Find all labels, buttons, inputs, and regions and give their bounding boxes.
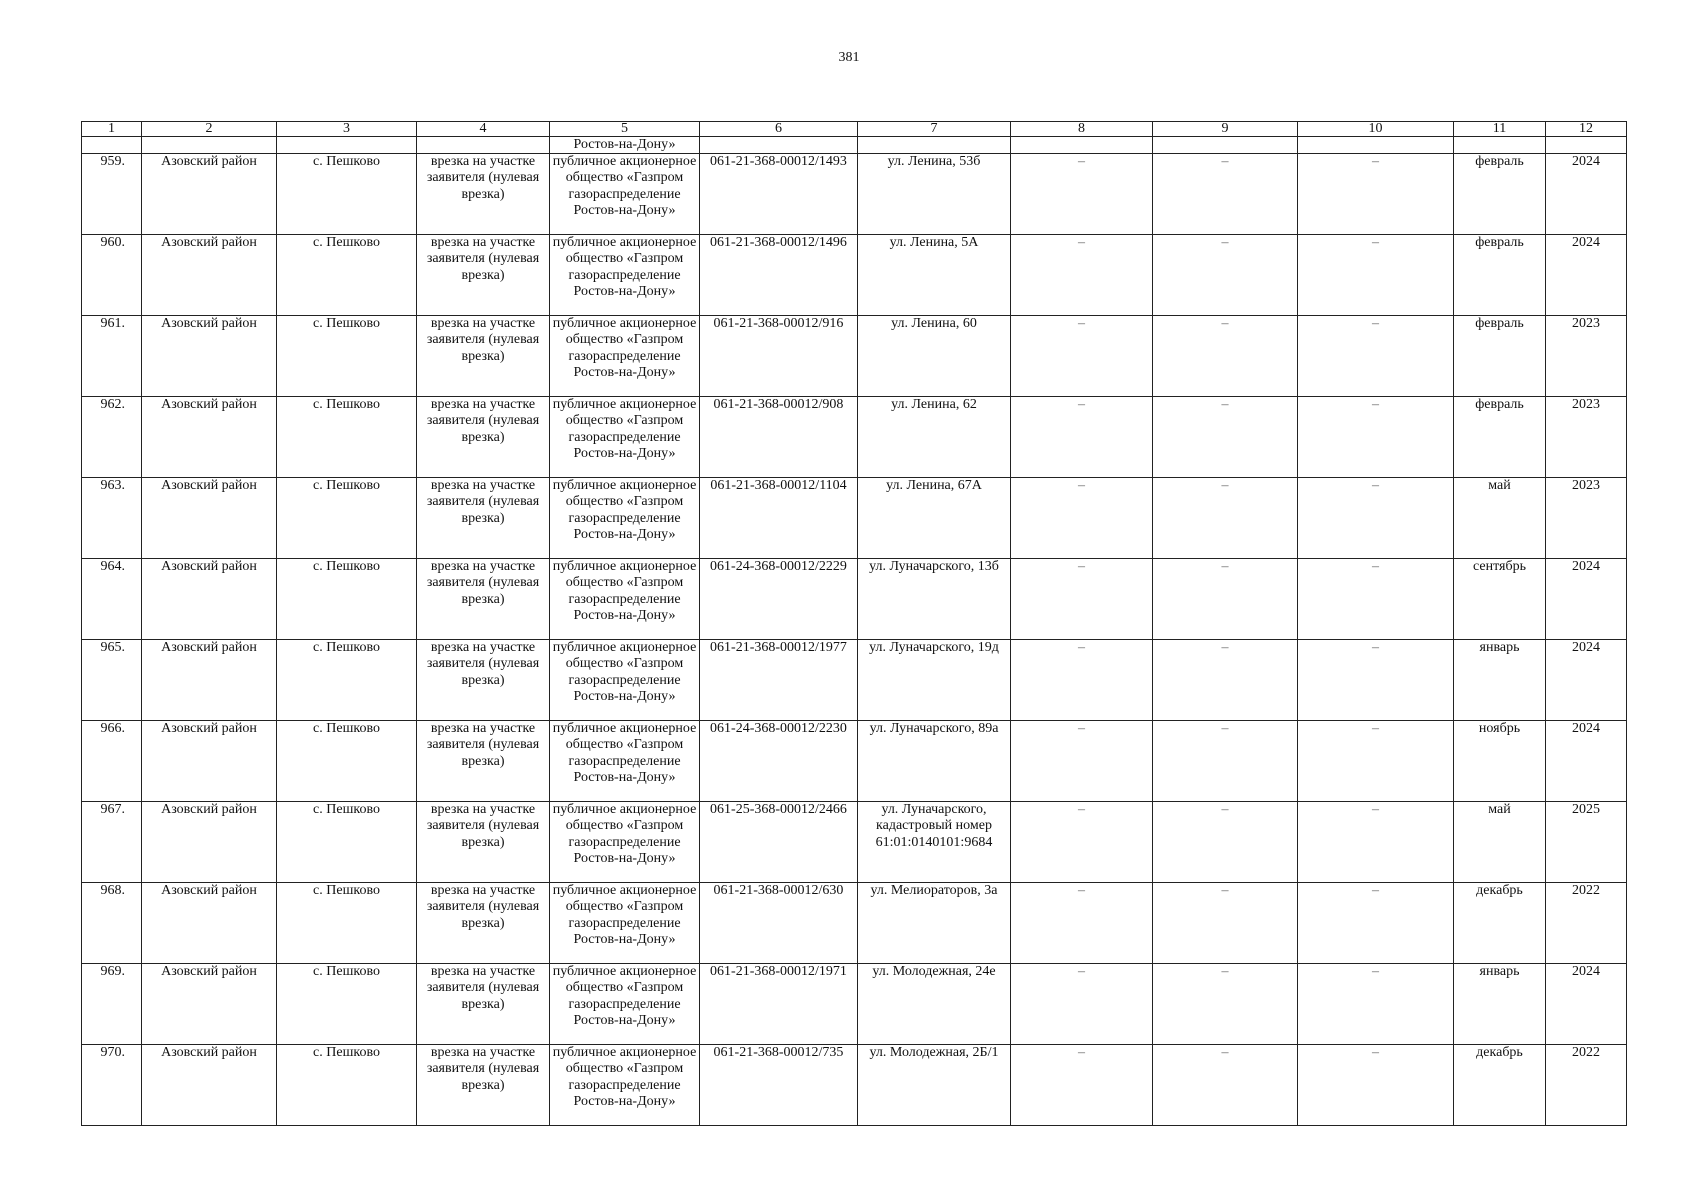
month-cell: декабрь bbox=[1454, 1045, 1546, 1126]
col10-cell: – bbox=[1298, 964, 1454, 1045]
district-cell: Азовский район bbox=[142, 883, 277, 964]
col8-cell: – bbox=[1011, 640, 1153, 721]
table-row bbox=[82, 1045, 1627, 1126]
settlement-cell: с. Пешково bbox=[277, 559, 417, 640]
continuation-cell-5: Ростов-на-Дону» bbox=[550, 137, 700, 154]
address-cell: ул. Луначарского, кадастровый номер 61:01:0140101:9684 bbox=[858, 802, 1011, 883]
col9-cell: – bbox=[1153, 235, 1298, 316]
application-code-cell: 061-21-368-00012/916 bbox=[700, 316, 858, 397]
table-row bbox=[82, 397, 1627, 478]
row-number: 970. bbox=[82, 1045, 142, 1126]
address-cell: ул. Луначарского, 89а bbox=[858, 721, 1011, 802]
organization-cell: публичное акционерное общество «Газпром газораспределение Ростов-на-Дону» bbox=[550, 154, 700, 235]
continuation-cell-6 bbox=[700, 137, 858, 154]
organization-cell: публичное акционерное общество «Газпром газораспределение Ростов-на-Дону» bbox=[550, 964, 700, 1045]
year-cell: 2024 bbox=[1546, 154, 1627, 235]
col8-cell: – bbox=[1011, 721, 1153, 802]
application-code-cell: 061-21-368-00012/1104 bbox=[700, 478, 858, 559]
col8-cell: – bbox=[1011, 802, 1153, 883]
address-cell: ул. Ленина, 5А bbox=[858, 235, 1011, 316]
connection-type-cell: врезка на участке заявителя (нулевая врезка) bbox=[417, 1045, 550, 1126]
header-cell-2: 2 bbox=[142, 122, 277, 137]
continuation-row bbox=[82, 137, 1627, 154]
application-code-cell: 061-25-368-00012/2466 bbox=[700, 802, 858, 883]
application-code-cell: 061-21-368-00012/630 bbox=[700, 883, 858, 964]
month-cell: февраль bbox=[1454, 235, 1546, 316]
col8-cell: – bbox=[1011, 397, 1153, 478]
application-code-cell: 061-21-368-00012/735 bbox=[700, 1045, 858, 1126]
col10-cell: – bbox=[1298, 235, 1454, 316]
address-cell: ул. Луначарского, 19д bbox=[858, 640, 1011, 721]
application-code-cell: 061-21-368-00012/1493 bbox=[700, 154, 858, 235]
connection-type-cell: врезка на участке заявителя (нулевая врезка) bbox=[417, 802, 550, 883]
connection-type-cell: врезка на участке заявителя (нулевая врезка) bbox=[417, 316, 550, 397]
connection-type-cell: врезка на участке заявителя (нулевая врезка) bbox=[417, 964, 550, 1045]
row-number: 959. bbox=[82, 154, 142, 235]
col8-cell: – bbox=[1011, 478, 1153, 559]
application-code-cell: 061-21-368-00012/1496 bbox=[700, 235, 858, 316]
table-row bbox=[82, 964, 1627, 1045]
connection-type-cell: врезка на участке заявителя (нулевая врезка) bbox=[417, 478, 550, 559]
continuation-cell-8 bbox=[1011, 137, 1153, 154]
row-number: 966. bbox=[82, 721, 142, 802]
settlement-cell: с. Пешково bbox=[277, 397, 417, 478]
col9-cell: – bbox=[1153, 640, 1298, 721]
col10-cell: – bbox=[1298, 1045, 1454, 1126]
settlement-cell: с. Пешково bbox=[277, 316, 417, 397]
continuation-cell-1 bbox=[82, 137, 142, 154]
continuation-cell-3 bbox=[277, 137, 417, 154]
header-cell-4: 4 bbox=[417, 122, 550, 137]
col9-cell: – bbox=[1153, 478, 1298, 559]
col8-cell: – bbox=[1011, 964, 1153, 1045]
col10-cell: – bbox=[1298, 316, 1454, 397]
settlement-cell: с. Пешково bbox=[277, 721, 417, 802]
table-row bbox=[82, 316, 1627, 397]
district-cell: Азовский район bbox=[142, 721, 277, 802]
col10-cell: – bbox=[1298, 397, 1454, 478]
address-cell: ул. Молодежная, 24е bbox=[858, 964, 1011, 1045]
month-cell: май bbox=[1454, 802, 1546, 883]
col10-cell: – bbox=[1298, 802, 1454, 883]
year-cell: 2025 bbox=[1546, 802, 1627, 883]
table-body bbox=[82, 122, 1627, 1126]
district-cell: Азовский район bbox=[142, 1045, 277, 1126]
district-cell: Азовский район bbox=[142, 964, 277, 1045]
header-cell-12: 12 bbox=[1546, 122, 1627, 137]
address-cell: ул. Ленина, 60 bbox=[858, 316, 1011, 397]
header-cell-11: 11 bbox=[1454, 122, 1546, 137]
connection-type-cell: врезка на участке заявителя (нулевая врезка) bbox=[417, 883, 550, 964]
year-cell: 2024 bbox=[1546, 640, 1627, 721]
year-cell: 2024 bbox=[1546, 964, 1627, 1045]
row-number: 962. bbox=[82, 397, 142, 478]
connection-type-cell: врезка на участке заявителя (нулевая врезка) bbox=[417, 640, 550, 721]
col10-cell: – bbox=[1298, 559, 1454, 640]
header-cell-10: 10 bbox=[1298, 122, 1454, 137]
application-code-cell: 061-21-368-00012/908 bbox=[700, 397, 858, 478]
settlement-cell: с. Пешково bbox=[277, 802, 417, 883]
application-code-cell: 061-21-368-00012/1971 bbox=[700, 964, 858, 1045]
settlement-cell: с. Пешково bbox=[277, 640, 417, 721]
organization-cell: публичное акционерное общество «Газпром газораспределение Ростов-на-Дону» bbox=[550, 478, 700, 559]
address-cell: ул. Ленина, 67А bbox=[858, 478, 1011, 559]
month-cell: февраль bbox=[1454, 154, 1546, 235]
table-row bbox=[82, 802, 1627, 883]
continuation-cell-2 bbox=[142, 137, 277, 154]
address-cell: ул. Ленина, 62 bbox=[858, 397, 1011, 478]
district-cell: Азовский район bbox=[142, 397, 277, 478]
year-cell: 2023 bbox=[1546, 478, 1627, 559]
address-cell: ул. Мелиораторов, 3а bbox=[858, 883, 1011, 964]
application-code-cell: 061-24-368-00012/2230 bbox=[700, 721, 858, 802]
table-row bbox=[82, 883, 1627, 964]
address-cell: ул. Ленина, 53б bbox=[858, 154, 1011, 235]
data-table bbox=[81, 121, 1627, 1126]
month-cell: ноябрь bbox=[1454, 721, 1546, 802]
organization-cell: публичное акционерное общество «Газпром газораспределение Ростов-на-Дону» bbox=[550, 721, 700, 802]
address-cell: ул. Луначарского, 13б bbox=[858, 559, 1011, 640]
table-row bbox=[82, 154, 1627, 235]
year-cell: 2024 bbox=[1546, 721, 1627, 802]
year-cell: 2024 bbox=[1546, 559, 1627, 640]
row-number: 960. bbox=[82, 235, 142, 316]
connection-type-cell: врезка на участке заявителя (нулевая врезка) bbox=[417, 154, 550, 235]
connection-type-cell: врезка на участке заявителя (нулевая врезка) bbox=[417, 559, 550, 640]
header-cell-7: 7 bbox=[858, 122, 1011, 137]
year-cell: 2024 bbox=[1546, 235, 1627, 316]
col9-cell: – bbox=[1153, 802, 1298, 883]
page-number: 381 bbox=[838, 50, 860, 65]
organization-cell: публичное акционерное общество «Газпром газораспределение Ростов-на-Дону» bbox=[550, 883, 700, 964]
organization-cell: публичное акционерное общество «Газпром газораспределение Ростов-на-Дону» bbox=[550, 397, 700, 478]
table-row bbox=[82, 559, 1627, 640]
col9-cell: – bbox=[1153, 964, 1298, 1045]
address-cell: ул. Молодежная, 2Б/1 bbox=[858, 1045, 1011, 1126]
header-cell-9: 9 bbox=[1153, 122, 1298, 137]
continuation-cell-9 bbox=[1153, 137, 1298, 154]
district-cell: Азовский район bbox=[142, 478, 277, 559]
row-number: 964. bbox=[82, 559, 142, 640]
year-cell: 2023 bbox=[1546, 316, 1627, 397]
continuation-cell-12 bbox=[1546, 137, 1627, 154]
col8-cell: – bbox=[1011, 883, 1153, 964]
organization-cell: публичное акционерное общество «Газпром газораспределение Ростов-на-Дону» bbox=[550, 559, 700, 640]
col10-cell: – bbox=[1298, 721, 1454, 802]
row-number: 961. bbox=[82, 316, 142, 397]
col9-cell: – bbox=[1153, 721, 1298, 802]
application-code-cell: 061-24-368-00012/2229 bbox=[700, 559, 858, 640]
col8-cell: – bbox=[1011, 559, 1153, 640]
row-number: 968. bbox=[82, 883, 142, 964]
row-number: 967. bbox=[82, 802, 142, 883]
col8-cell: – bbox=[1011, 235, 1153, 316]
district-cell: Азовский район bbox=[142, 640, 277, 721]
header-cell-1: 1 bbox=[82, 122, 142, 137]
col9-cell: – bbox=[1153, 154, 1298, 235]
row-number: 965. bbox=[82, 640, 142, 721]
district-cell: Азовский район bbox=[142, 235, 277, 316]
organization-cell: публичное акционерное общество «Газпром газораспределение Ростов-на-Дону» bbox=[550, 640, 700, 721]
year-cell: 2022 bbox=[1546, 1045, 1627, 1126]
application-code-cell: 061-21-368-00012/1977 bbox=[700, 640, 858, 721]
organization-cell: публичное акционерное общество «Газпром газораспределение Ростов-на-Дону» bbox=[550, 1045, 700, 1126]
table-row bbox=[82, 721, 1627, 802]
settlement-cell: с. Пешково bbox=[277, 478, 417, 559]
month-cell: декабрь bbox=[1454, 883, 1546, 964]
month-cell: январь bbox=[1454, 964, 1546, 1045]
month-cell: февраль bbox=[1454, 316, 1546, 397]
continuation-cell-10 bbox=[1298, 137, 1454, 154]
col9-cell: – bbox=[1153, 316, 1298, 397]
table-row bbox=[82, 478, 1627, 559]
col9-cell: – bbox=[1153, 397, 1298, 478]
organization-cell: публичное акционерное общество «Газпром газораспределение Ростов-на-Дону» bbox=[550, 802, 700, 883]
district-cell: Азовский район bbox=[142, 559, 277, 640]
col10-cell: – bbox=[1298, 883, 1454, 964]
year-cell: 2022 bbox=[1546, 883, 1627, 964]
connection-type-cell: врезка на участке заявителя (нулевая врезка) bbox=[417, 721, 550, 802]
settlement-cell: с. Пешково bbox=[277, 883, 417, 964]
continuation-cell-11 bbox=[1454, 137, 1546, 154]
col9-cell: – bbox=[1153, 1045, 1298, 1126]
district-cell: Азовский район bbox=[142, 316, 277, 397]
header-cell-5: 5 bbox=[550, 122, 700, 137]
row-number: 969. bbox=[82, 964, 142, 1045]
col10-cell: – bbox=[1298, 640, 1454, 721]
month-cell: сентябрь bbox=[1454, 559, 1546, 640]
organization-cell: публичное акционерное общество «Газпром газораспределение Ростов-на-Дону» bbox=[550, 235, 700, 316]
connection-type-cell: врезка на участке заявителя (нулевая врезка) bbox=[417, 397, 550, 478]
settlement-cell: с. Пешково bbox=[277, 1045, 417, 1126]
month-cell: январь bbox=[1454, 640, 1546, 721]
header-row bbox=[82, 122, 1627, 137]
district-cell: Азовский район bbox=[142, 802, 277, 883]
month-cell: май bbox=[1454, 478, 1546, 559]
col10-cell: – bbox=[1298, 478, 1454, 559]
year-cell: 2023 bbox=[1546, 397, 1627, 478]
organization-cell: публичное акционерное общество «Газпром газораспределение Ростов-на-Дону» bbox=[550, 316, 700, 397]
col9-cell: – bbox=[1153, 559, 1298, 640]
col8-cell: – bbox=[1011, 316, 1153, 397]
col9-cell: – bbox=[1153, 883, 1298, 964]
continuation-cell-7 bbox=[858, 137, 1011, 154]
table-row bbox=[82, 640, 1627, 721]
col10-cell: – bbox=[1298, 154, 1454, 235]
settlement-cell: с. Пешково bbox=[277, 154, 417, 235]
table-row bbox=[82, 235, 1627, 316]
header-cell-6: 6 bbox=[700, 122, 858, 137]
month-cell: февраль bbox=[1454, 397, 1546, 478]
header-cell-3: 3 bbox=[277, 122, 417, 137]
col8-cell: – bbox=[1011, 1045, 1153, 1126]
row-number: 963. bbox=[82, 478, 142, 559]
connection-type-cell: врезка на участке заявителя (нулевая врезка) bbox=[417, 235, 550, 316]
district-cell: Азовский район bbox=[142, 154, 277, 235]
settlement-cell: с. Пешково bbox=[277, 964, 417, 1045]
continuation-cell-4 bbox=[417, 137, 550, 154]
header-cell-8: 8 bbox=[1011, 122, 1153, 137]
col8-cell: – bbox=[1011, 154, 1153, 235]
settlement-cell: с. Пешково bbox=[277, 235, 417, 316]
